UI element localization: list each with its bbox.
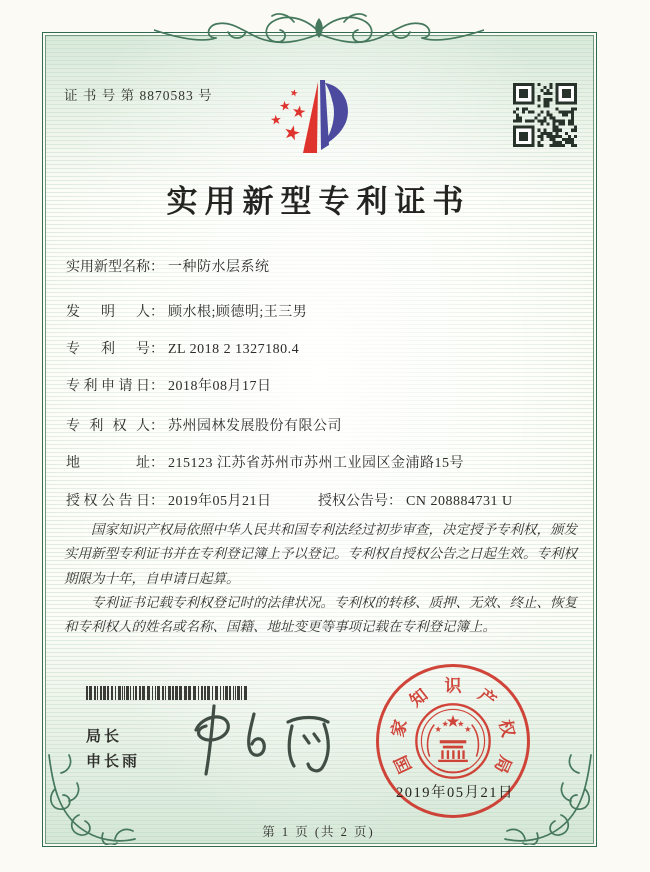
colon: ： — [150, 342, 164, 357]
field-value: 2019年05月21日 — [168, 494, 272, 509]
seal-character: 局 — [490, 752, 516, 776]
top-border-flourish-icon — [154, 12, 484, 52]
field-row-patentee — [66, 415, 342, 435]
seal-character: 家 — [388, 717, 411, 739]
field-label: 专利权人 — [66, 419, 150, 434]
field-label: 授权公告号 — [318, 494, 388, 509]
seal-character: 权 — [495, 717, 518, 739]
field-label: 发明人 — [66, 305, 150, 320]
colon: ： — [388, 494, 402, 509]
field-row-filing-date — [66, 375, 272, 395]
colon: ： — [150, 494, 164, 509]
certificate-title: 实用新型专利证书 — [166, 184, 471, 219]
legal-paragraph: 专利证书记载专利权登记时的法律状况。专利权的转移、质押、无效、终止、恢复和专利权人的姓名或名称、国籍、地址变更等事项记载在专利登记簿上。 — [64, 594, 577, 635]
field-label: 实用新型名称 — [66, 260, 150, 275]
seal-character: 知 — [406, 685, 432, 711]
field-value: 苏州园林发展股份有限公司 — [168, 419, 342, 434]
field-row-grant — [66, 490, 513, 510]
seal-character: 国 — [390, 752, 416, 776]
cnipa-logo-icon — [253, 73, 385, 175]
certificate-number: 证 书 号 第 8870583 号 — [64, 88, 213, 103]
page-number: 第 1 页 (共 2 页) — [262, 825, 375, 839]
seal-date: 2019年05月21日 — [396, 785, 514, 801]
colon: ： — [150, 260, 164, 275]
field-label: 授权公告日 — [66, 494, 150, 509]
field-row-name — [66, 256, 270, 276]
field-value: 顾水根;顾德明;王三男 — [168, 305, 308, 320]
field-value: CN 208884731 U — [406, 494, 513, 509]
field-label: 专利申请日 — [66, 379, 150, 394]
field-value: ZL 2018 2 1327180.4 — [168, 342, 300, 357]
grant-number-pair — [318, 490, 513, 510]
national-emblem-icon — [414, 702, 492, 780]
barcode — [84, 686, 250, 700]
seal-character: 识 — [444, 676, 462, 696]
field-row-patent-no — [66, 338, 299, 358]
field-row-inventor — [66, 301, 307, 321]
seal-character: 产 — [474, 685, 500, 711]
legal-paragraph: 国家知识产权局依照中华人民共和国专利法经过初步审查，决定授予专利权，颁发实用新型专利证书并在专利登记簿上予以登记。专利权自授权公告之日起生效。专利权期限为十年，自申请日起算。 — [64, 522, 577, 586]
colon: ： — [150, 419, 164, 434]
field-label: 专利号 — [66, 342, 150, 357]
field-value: 215123 江苏省苏州市苏州工业园区金浦路15号 — [168, 456, 464, 471]
signature-shen-changyu-icon — [176, 700, 341, 785]
colon: ： — [150, 379, 164, 394]
director-title: 局长 — [86, 729, 123, 745]
qr-code — [513, 83, 577, 147]
colon: ： — [150, 456, 164, 471]
field-value: 2018年08月17日 — [168, 379, 272, 394]
legal-text — [64, 518, 586, 639]
field-label: 地址 — [66, 456, 150, 471]
colon: ： — [150, 305, 164, 320]
field-value: 一种防水层系统 — [168, 260, 270, 275]
director-name: 申长雨 — [86, 754, 141, 770]
field-row-address — [66, 452, 464, 472]
